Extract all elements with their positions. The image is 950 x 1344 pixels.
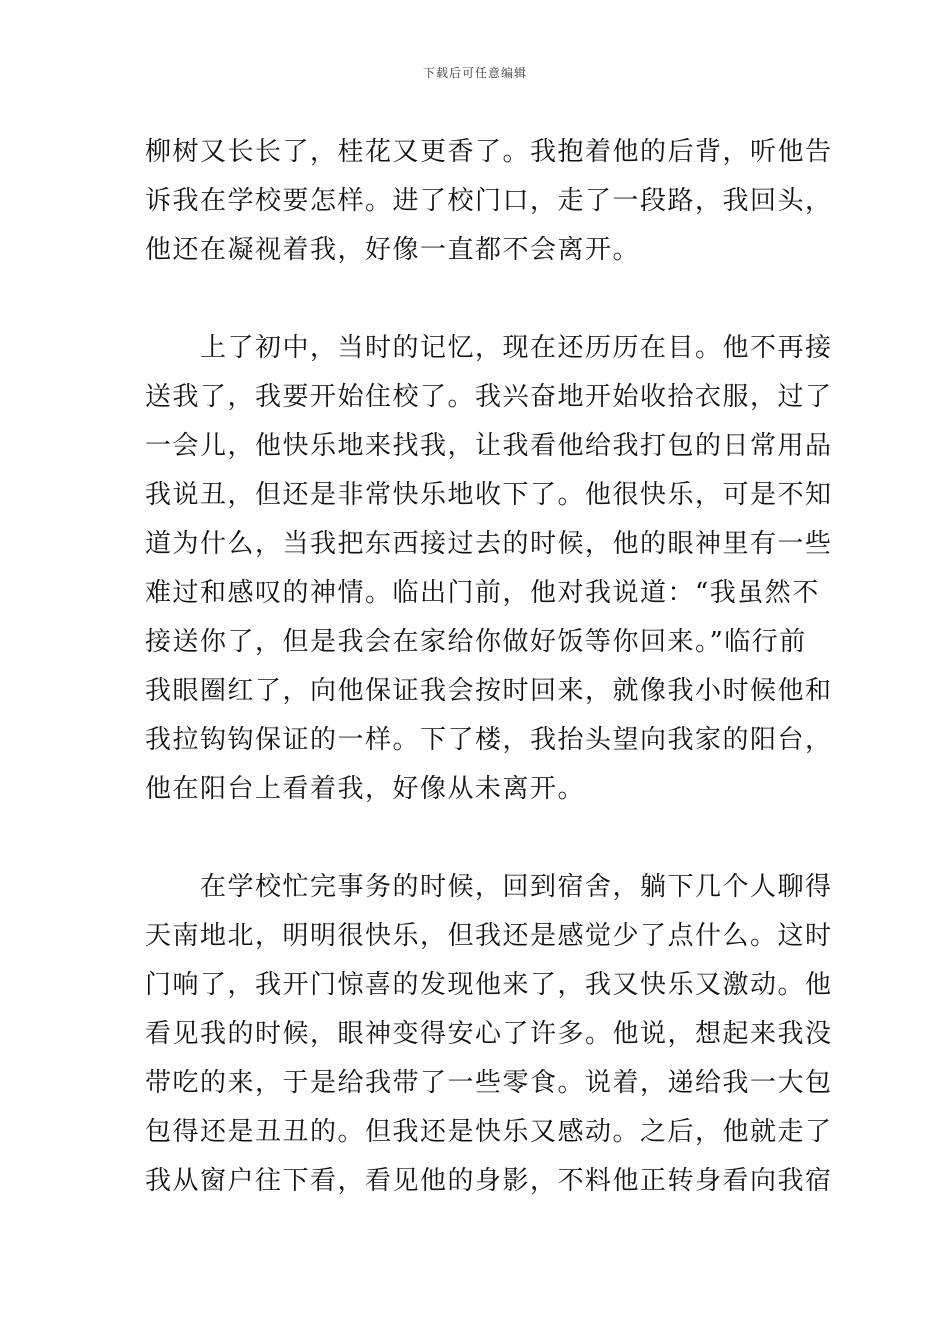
page-header: 下载后可任意编辑: [422, 66, 527, 80]
paragraph-spacer: [145, 275, 807, 324]
text-line: 柳树又长长了，桂花又更香了。我抱着他的后背，听他告: [145, 137, 833, 167]
text-line: 门响了，我开门惊喜的发现他来了，我又快乐又激动。他: [145, 970, 833, 1000]
paragraph-1: [145, 128, 833, 275]
text-line: 我拉钩钩保证的一样。下了楼，我抬头望向我家的阳台，: [145, 725, 833, 755]
text-line: 难过和感叹的神情。临出门前，他对我说道：“我虽然不: [145, 578, 820, 608]
paragraph-3: [145, 863, 833, 1206]
text-line: 一会儿，他快乐地来找我，让我看他给我打包的日常用品: [145, 431, 833, 461]
text-line: 天南地北，明明很快乐，但我还是感觉少了点什么。这时: [145, 921, 833, 951]
paragraph-spacer: [145, 814, 807, 863]
text-line: 上了初中，当时的记忆，现在还历历在目。他不再接: [145, 333, 833, 363]
text-line: 带吃的来，于是给我带了一些零食。说着，递给我一大包: [145, 1068, 833, 1098]
text-line: 我说丑，但还是非常快乐地收下了。他很快乐，可是不知: [145, 480, 833, 510]
text-line: 看见我的时候，眼神变得安心了许多。他说，想起来我没: [145, 1019, 833, 1049]
text-line: 他还在凝视着我，好像一直都不会离开。: [145, 235, 641, 265]
text-line: 他在阳台上看着我，好像从未离开。: [145, 774, 586, 804]
text-line: 我从窗户往下看，看见他的身影，不料他正转身看向我宿: [145, 1166, 833, 1196]
document-body: [145, 128, 833, 1206]
paragraph-2: [145, 324, 833, 814]
text-line: 包得还是丑丑的。但我还是快乐又感动。之后，他就走了: [145, 1117, 833, 1147]
text-line: 我眼圈红了，向他保证我会按时回来，就像我小时候他和: [145, 676, 833, 706]
text-line: 送我了，我要开始住校了。我兴奋地开始收拾衣服，过了: [145, 382, 833, 412]
text-line: 道为什么，当我把东西接过去的时候，他的眼神里有一些: [145, 529, 833, 559]
text-line: 诉我在学校要怎样。进了校门口，走了一段路，我回头，: [145, 186, 833, 216]
text-line: 接送你了，但是我会在家给你做好饭等你回来。”临行前: [145, 627, 807, 657]
text-line: 在学校忙完事务的时候，回到宿舍，躺下几个人聊得: [145, 872, 833, 902]
